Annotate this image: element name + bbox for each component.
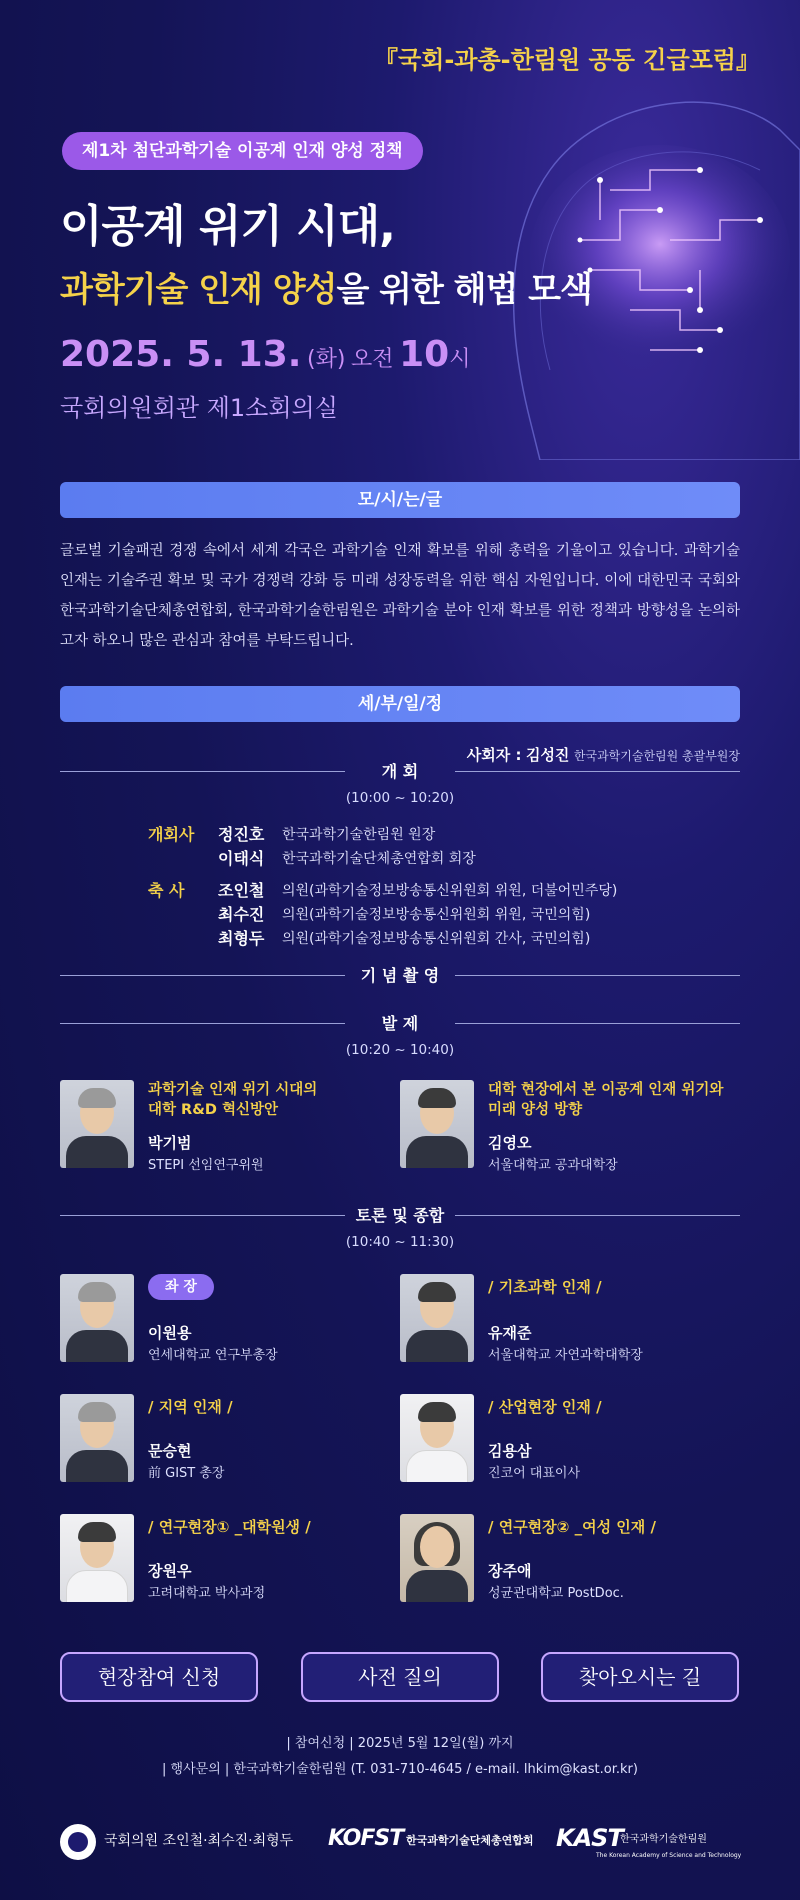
panelist-name: 문승현 — [148, 1442, 192, 1460]
speaker-affiliation: STEPI 선임연구위원 — [148, 1158, 264, 1173]
presentation-divider — [60, 1012, 740, 1036]
photo-session-divider — [60, 964, 740, 988]
discussion-divider — [60, 1204, 740, 1228]
panelist-affiliation: 서울대학교 자연과학대학장 — [488, 1348, 643, 1363]
headline-line1: 이공계 위기 시대, — [60, 201, 395, 252]
kast-logo: KAST — [556, 1824, 623, 1852]
panelist-role: / 산업현장 인재 / — [488, 1398, 602, 1416]
speaker-name: 김영오 — [488, 1134, 532, 1152]
panelist-role: / 연구현장② _여성 인재 / — [488, 1518, 656, 1536]
pre-question-button[interactable]: 사전 질의 — [301, 1652, 499, 1702]
assembly-members: 국회의원 조인철·최수진·최형두 — [104, 1833, 294, 1849]
talk-title-line2: 대학 R&D 혁신방안 — [148, 1102, 278, 1118]
panelist-name: 장주애 — [488, 1562, 532, 1580]
headline-rest: 을 위한 해법 모색 — [336, 270, 592, 310]
panelist-affiliation: 성균관대학교 PostDoc. — [488, 1586, 624, 1601]
presentation-time: (10:20 ~ 10:40) — [345, 1042, 455, 1058]
series-badge: 제1차 첨단과학기술 이공계 인재 양성 정책 — [62, 132, 423, 170]
opening-speech-label: 개회사 — [148, 825, 195, 844]
panelist-affiliation: 연세대학교 연구부총장 — [148, 1348, 278, 1363]
panelist-name: 장원우 — [148, 1562, 192, 1580]
panelist-affiliation: 고려대학교 박사과정 — [148, 1586, 266, 1601]
congrats-person-aff: 의원(과학기술정보방송통신위원회 간사, 국민의힘) — [282, 931, 591, 947]
event-hour-unit: 시 — [449, 347, 471, 372]
speaker-name: 박기범 — [148, 1134, 192, 1152]
event-datetime — [60, 334, 470, 375]
footer-logos — [0, 1816, 800, 1868]
congrats-person-aff: 의원(과학기술정보방송통신위원회 위원, 국민의힘) — [282, 907, 591, 923]
invitation-body: 글로벌 기술패권 경쟁 속에서 세계 각국은 과학기술 인재 확보를 위해 총력을 기울이고 있습니다. 과학기술 인재는 기술주권 확보 및 국가 경쟁력 강화 등 미래 성장동력을 위한 핵심 자원입니다. 이에 대한민국 국회와 한국과학기술단체총연합회, 한국과학기술한림원은 과학기술 분야 인재 확보를 위한 정책과 방향성을 논의하고자 하오니 많은 관심과 참여를 부탁드립니다. — [60, 543, 740, 649]
congrats-person-name: 최형두 — [218, 929, 265, 948]
presentation-title: 발 제 — [381, 1014, 419, 1033]
talk-title-line1: 대학 현장에서 본 이공계 인재 위기와 — [488, 1082, 724, 1098]
opening-time: (10:00 ~ 10:20) — [345, 790, 455, 806]
brain-circuit-illustration — [470, 40, 800, 460]
host-affiliation: 한국과학기술한림원 총괄부원장 — [573, 749, 740, 763]
discussion-title: 토론 및 종합 — [355, 1206, 445, 1225]
event-date: 2025. 5. 13. — [60, 334, 302, 375]
photo-session-title: 기 념 촬 영 — [360, 966, 440, 985]
panelist-name: 이원용 — [148, 1324, 192, 1342]
panelist-role: / 연구현장① _대학원생 / — [148, 1518, 311, 1536]
headline-highlight: 과학기술 인재 양성 — [60, 270, 337, 310]
panelist-photo — [60, 1394, 134, 1482]
opening-person-aff: 한국과학기술한림원 원장 — [282, 827, 436, 843]
congrats-person-name: 조인철 — [218, 881, 265, 900]
host-name: 김성진 — [525, 746, 570, 764]
kofst-logo: KOFST — [328, 1826, 404, 1851]
congrats-person-aff: 의원(과학기술정보방송통신위원회 위원, 더불어민주당) — [282, 883, 618, 899]
register-button[interactable]: 현장참여 신청 — [60, 1652, 258, 1702]
event-ampm: 오전 — [351, 347, 394, 372]
kofst-name: 한국과학기술단체총연합회 — [406, 1834, 534, 1847]
forum-title: 『국회-과총-한림원 공동 긴급포럼』 — [373, 46, 760, 74]
event-hour: 10 — [399, 334, 450, 375]
talk-title-line2: 미래 양성 방향 — [488, 1102, 583, 1118]
panelist-name: 유재준 — [488, 1324, 532, 1342]
kast-english-name: The Korean Academy of Science and Technology — [596, 1852, 742, 1859]
opening-divider — [60, 760, 740, 784]
speaker-affiliation: 서울대학교 공과대학장 — [488, 1158, 618, 1173]
event-venue: 국회의원회관 제1소회의실 — [60, 394, 338, 422]
national-assembly-seal-icon — [60, 1824, 96, 1860]
schedule-section-title: 세/부/일/정 — [60, 686, 740, 722]
opening-person-name: 정진호 — [218, 825, 265, 844]
panelist-photo — [400, 1274, 474, 1362]
panelist-photo — [60, 1514, 134, 1602]
directions-button[interactable]: 찾아오시는 길 — [541, 1652, 739, 1702]
panelist-affiliation: 前 GIST 총장 — [148, 1466, 225, 1481]
congrats-label: 축 사 — [148, 881, 185, 900]
panelist-photo — [400, 1514, 474, 1602]
panelist-photo — [400, 1394, 474, 1482]
panelist-photo — [60, 1274, 134, 1362]
chair-badge: 좌 장 — [148, 1274, 214, 1300]
opening-title: 개 회 — [381, 762, 419, 781]
event-day: (화) — [307, 347, 346, 372]
opening-person-aff: 한국과학기술단체총연합회 회장 — [282, 851, 476, 867]
opening-person-name: 이태식 — [218, 849, 265, 868]
kast-name: 한국과학기술한림원 — [620, 1834, 707, 1845]
panelist-role: / 지역 인재 / — [148, 1398, 233, 1416]
host-label: 사회자 : — [466, 746, 522, 764]
speaker-photo — [60, 1080, 134, 1168]
panelist-name: 김용삼 — [488, 1442, 532, 1460]
headline-line2 — [60, 262, 592, 311]
panelist-affiliation: 진코어 대표이사 — [488, 1466, 581, 1481]
discussion-time: (10:40 ~ 11:30) — [345, 1234, 455, 1250]
event-contact: | 행사문의 | 한국과학기술한림원 (T. 031-710-4645 / e-mail. lhkim@kast.or.kr) — [162, 1762, 638, 1777]
speaker-photo — [400, 1080, 474, 1168]
congrats-person-name: 최수진 — [218, 905, 265, 924]
invitation-section-title: 모/시/는/글 — [60, 482, 740, 518]
panelist-role: / 기초과학 인재 / — [488, 1278, 602, 1296]
talk-title-line1: 과학기술 인재 위기 시대의 — [148, 1082, 318, 1098]
registration-deadline: | 참여신청 | 2025년 5월 12일(월) 까지 — [286, 1736, 514, 1751]
